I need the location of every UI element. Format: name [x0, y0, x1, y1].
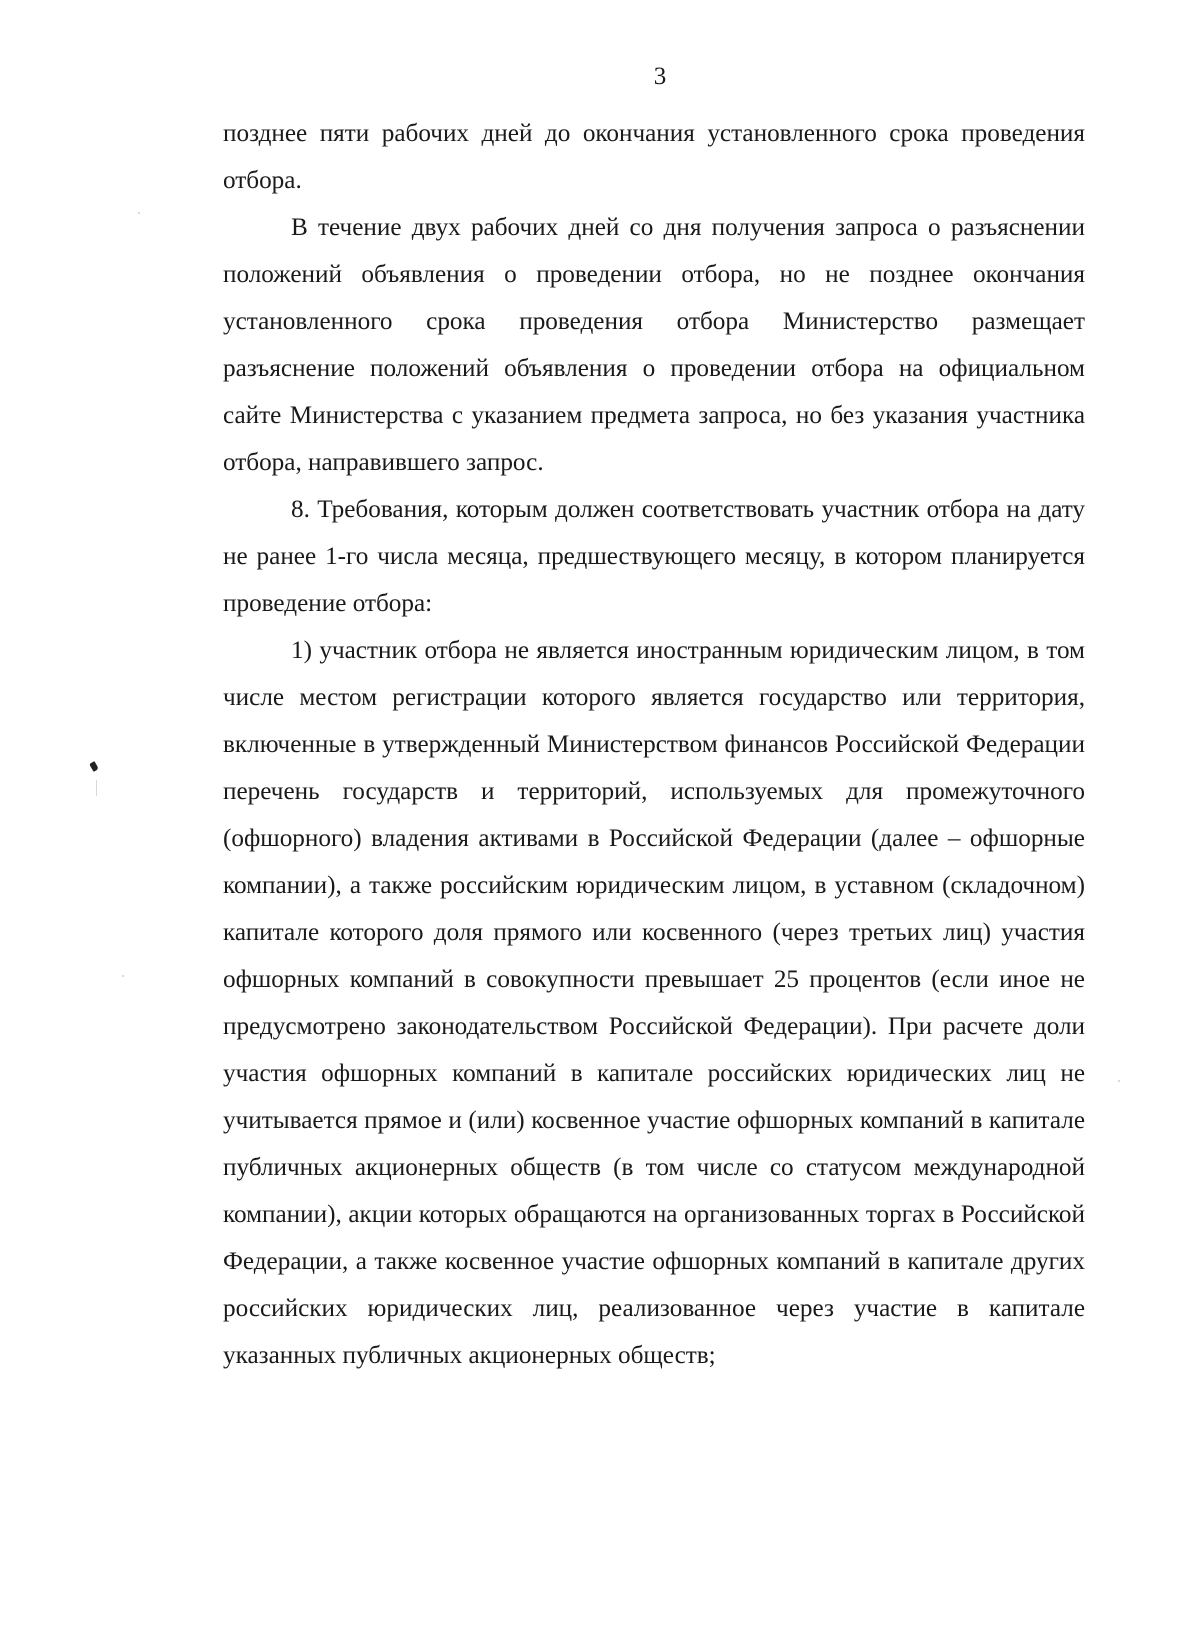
scan-artifact-dot: [122, 975, 124, 977]
page-number: 3: [653, 63, 667, 90]
scan-artifact-mark: [89, 761, 99, 772]
paragraph-requirements-intro: 8. Требования, которым должен соответствовать участник отбора на дату не ранее 1-го числа месяца, предшествующего месяцу, в котором планируется проведение отбора:: [223, 496, 1085, 617]
scan-artifact-dot: [138, 212, 140, 214]
paragraph-clarification: В течение двух рабочих дней со дня получения запроса о разъяснении положений объявления о проведении отбора, но не позднее окончания установленного срока проведения отбора Министерство размещает разъяснение положений объявления о проведении отбора на официальном сайте Министерства с указанием предмета запроса, но без указания участника отбора, направившего запрос.: [223, 214, 1085, 476]
paragraph-continuation: позднее пяти рабочих дней до окончания установленного срока проведения отбора.: [223, 120, 1085, 194]
scan-artifact-dot: [1118, 1080, 1120, 1082]
paragraph-requirement-1: 1) участник отбора не является иностранным юридическим лицом, в том числе местом регистрации которого является государство или территория, включенные в утвержденный Министерством финансов Российской Федерации перечень государств и территорий, используемых для промежуточного (офшорного) владения активами в Российской Федерации (далее – офшорные компании), а также российским юридическим лицом, в уставном (складочном) капитале которого доля прямого или косвенного (через третьих лиц) участия офшорных компаний в совокупности превышает 25 процентов (если иное не предусмотрено законодательством Российской Федерации). При расчете доли участия офшорных компаний в капитале российских юридических лиц не учитывается прямое и (или) косвенное участие офшорных компаний в капитале публичных акционерных обществ (в том числе со статусом международной компании), акции которых обращаются на организованных торгах в Российской Федерации, а также косвенное участие офшорных компаний в капитале других российских юридических лиц, реализованное через участие в капитале указанных публичных акционерных обществ;: [223, 637, 1085, 1369]
scan-artifact-line: [96, 780, 97, 796]
document-body: [223, 110, 1085, 1379]
